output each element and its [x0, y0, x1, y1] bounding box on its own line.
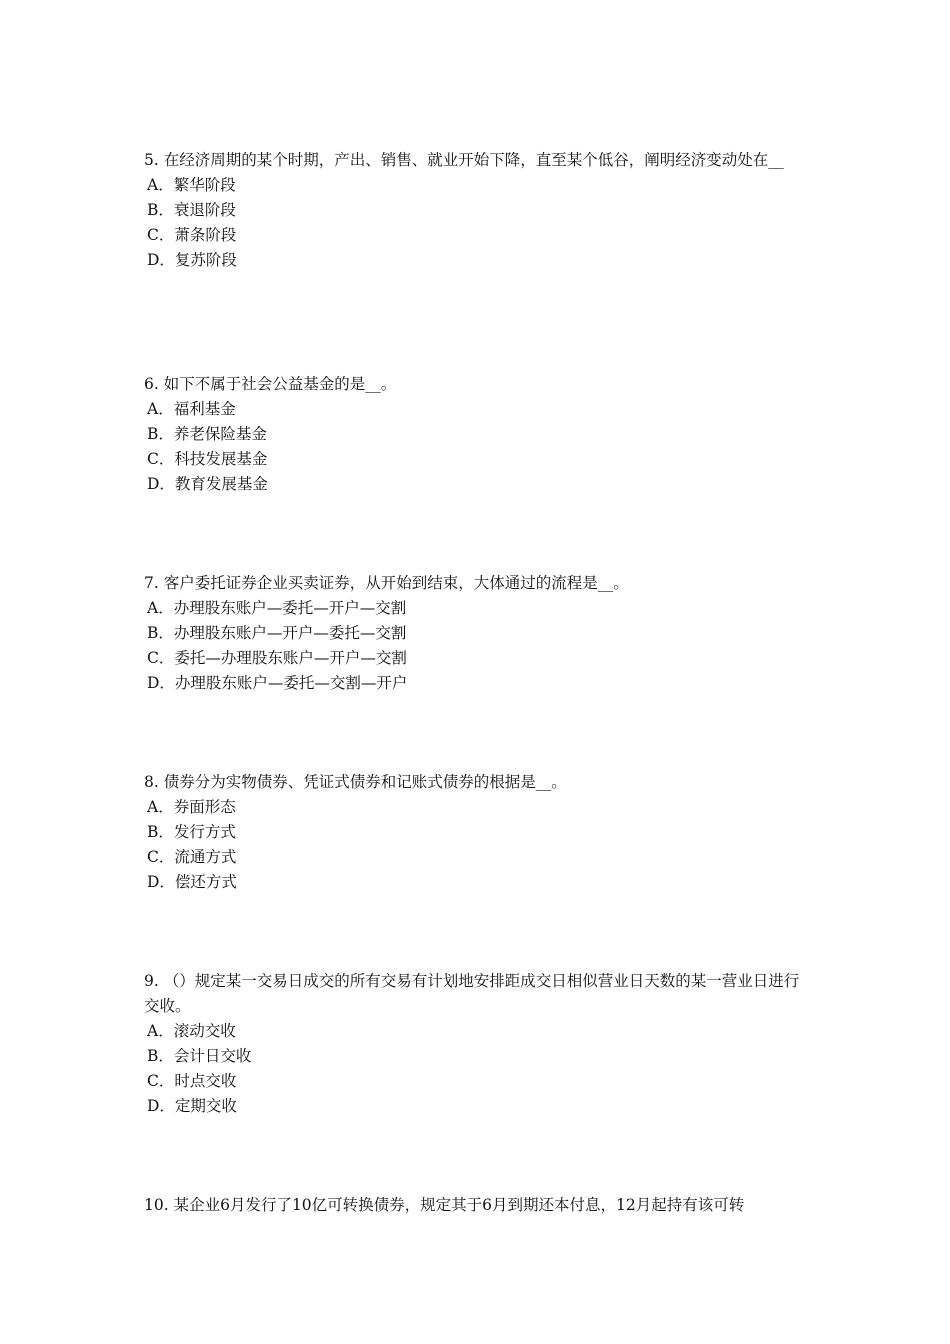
option-c: C．萧条阶段	[147, 226, 237, 244]
option-a: A．繁华阶段	[147, 176, 236, 194]
option-a: A．滚动交收	[147, 1022, 236, 1040]
question-stem: 6. 如下不属于社会公益基金的是__。	[144, 375, 397, 393]
option-d: D．偿还方式	[147, 873, 237, 891]
option-a: A．券面形态	[147, 798, 236, 816]
option-c: C．委托—办理股东账户—开户—交割	[147, 649, 407, 667]
option-b: B．办理股东账户—开户—委托—交割	[147, 624, 407, 642]
option-c: C．科技发展基金	[147, 450, 268, 468]
question-10	[144, 1193, 814, 1218]
question-5	[144, 148, 814, 273]
option-a: A．办理股东账户—委托—开户—交割	[147, 599, 407, 617]
question-stem: 9. （）规定某一交易日成交的所有交易有计划地安排距成交日相似营业日天数的某一营业日进行交收。	[144, 972, 800, 1015]
question-stem: 10. 某企业6月发行了10亿可转换债券，规定其于6月到期还本付息，12月起持有该可转	[144, 1196, 745, 1214]
option-b: B．发行方式	[147, 823, 236, 841]
option-a: A．福利基金	[147, 400, 236, 418]
question-6	[144, 372, 814, 497]
question-7	[144, 571, 814, 696]
option-d: D．定期交收	[147, 1097, 237, 1115]
option-b: B．衰退阶段	[147, 201, 236, 219]
option-c: C．时点交收	[147, 1072, 237, 1090]
option-d: D．复苏阶段	[147, 251, 237, 269]
question-stem: 7. 客户委托证券企业买卖证券，从开始到结束，大体通过的流程是__。	[144, 574, 629, 592]
question-8	[144, 770, 814, 895]
question-stem: 5. 在经济周期的某个时期，产出、销售、就业开始下降，直至某个低谷，阐明经济变动处在__	[144, 151, 784, 169]
option-d: D．教育发展基金	[147, 475, 268, 493]
option-b: B．会计日交收	[147, 1047, 252, 1065]
question-stem: 8. 债券分为实物债券、凭证式债券和记账式债券的根据是__。	[144, 773, 567, 791]
question-9	[144, 969, 814, 1119]
option-c: C．流通方式	[147, 848, 237, 866]
option-b: B．养老保险基金	[147, 425, 267, 443]
option-d: D．办理股东账户—委托—交割—开户	[147, 674, 408, 692]
